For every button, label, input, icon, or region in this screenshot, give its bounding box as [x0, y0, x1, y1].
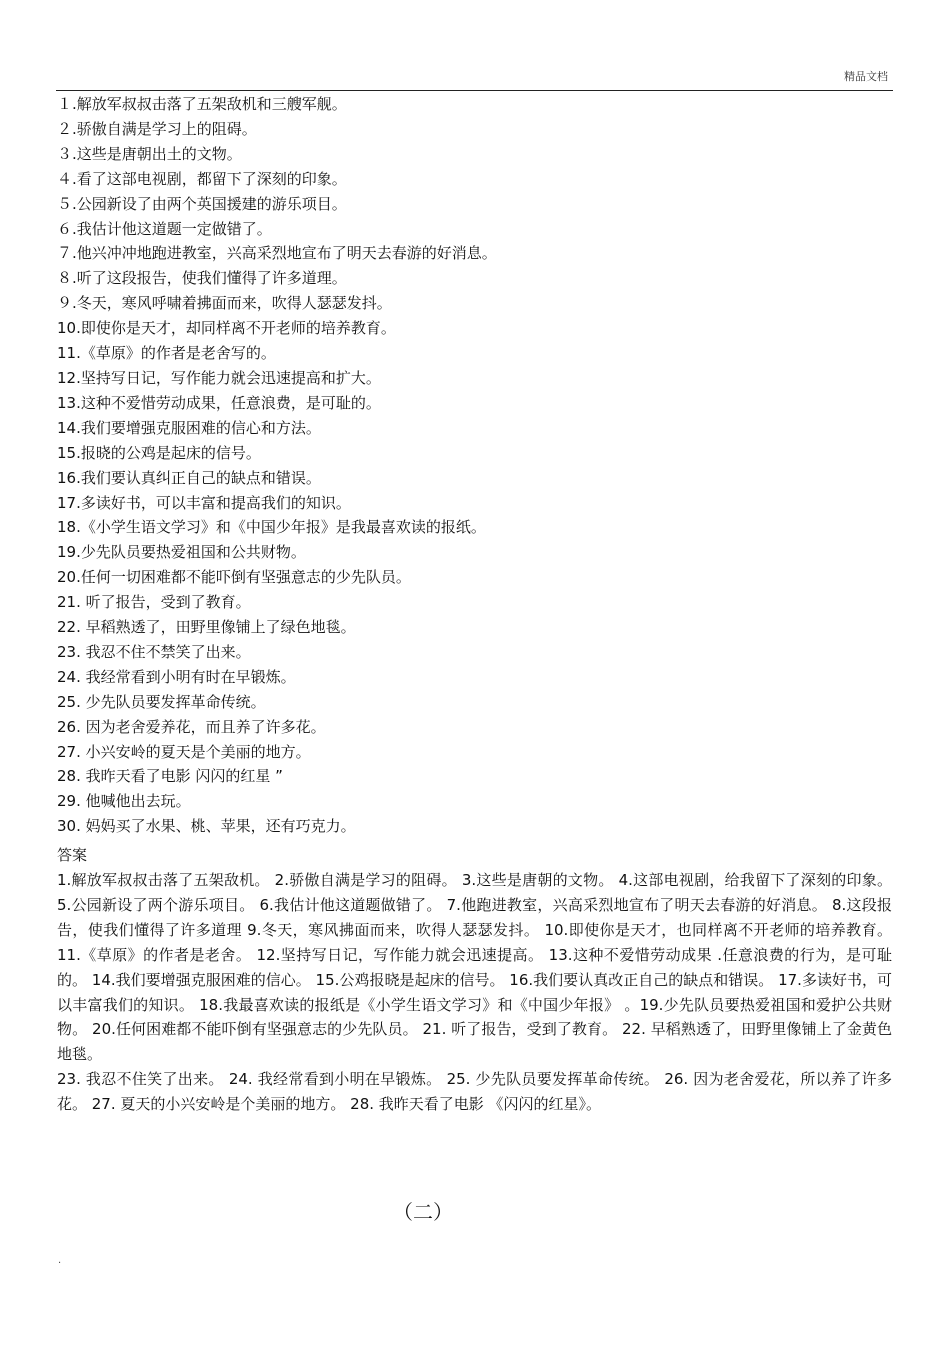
- answers-paragraph: 23. 我忍不住笑了出来。 24. 我经常看到小明在早锻炼。 25. 少先队员要发挥革命传统。 26. 因为老舍爱花，所以养了许多花。 27. 夏天的小兴安岭是个美丽的地方。 28. 我昨天看了电影 《闪闪的红星》。: [57, 1070, 892, 1114]
- sentence-item: ２.骄傲自满是学习上的阻碍。: [57, 119, 257, 138]
- sentence-item: 11.《草原》的作者是老舍写的。: [57, 344, 276, 363]
- section-heading: （二）: [393, 1200, 453, 1224]
- header-label: 精品文档: [844, 70, 888, 83]
- sentence-item: 18.《小学生语文学习》和《中国少年报》是我最喜欢读的报纸。: [57, 518, 486, 537]
- sentence-item: ７.他兴冲冲地跑进教室，兴高采烈地宣布了明天去春游的好消息。: [57, 244, 497, 263]
- sentence-item: 25. 少先队员要发挥革命传统。: [57, 692, 266, 711]
- sentence-item: ３.这些是唐朝出土的文物。: [57, 144, 242, 163]
- footer-dot: .: [58, 1255, 62, 1266]
- header-rule: [56, 90, 893, 91]
- answers-paragraph: 1.解放军叔叔击落了五架敌机。 2.骄傲自满是学习的阻碍。 3.这些是唐朝的文物。 4.这部电视剧，给我留下了深刻的印象。 5.公园新设了两个游乐项目。 6.我估计他这道题做错了。 7.他跑进教室，兴高采烈地宣布了明天去春游的好消息。 8.这段报告，使我们懂得了许多道理 9.冬天，寒风拂面而来，吹得人瑟瑟发抖。 10.即使你是天才，也同样离不开老师的培养教育。 11.《草原》的作者是老舍。 12.坚持写日记，写作能力就会迅速提高。 13.这种不爱惜劳动成果 .任意浪费的行为，是可耻的。 14.我们要增强克服困难的信心。 15.公鸡报晓是起床的信号。 16.我们要认真改正自己的缺点和错误。 17.多读好书，可以丰富我们的知识。 18.我最喜欢读的报纸是《小学生语文学习》和《中国少年报》 。19.少先队员要热爱祖国和爱护公共财物。 20.任何困难都不能吓倒有坚强意志的少先队员。 21. 听了报告，受到了教育。 22. 早稻熟透了，田野里像铺上了金黄色地毯。: [57, 871, 892, 1064]
- sentence-item: ９.冬天，寒风呼啸着拂面而来，吹得人瑟瑟发抖。: [57, 294, 392, 313]
- sentence-item: ５.公园新设了由两个英国援建的游乐项目。: [57, 194, 347, 213]
- sentence-item: 26. 因为老舍爱养花，而且养了许多花。: [57, 717, 326, 736]
- answers-title: 答案: [57, 846, 88, 864]
- sentence-item: ４.看了这部电视剧，都留下了深刻的印象。: [57, 169, 347, 188]
- sentence-item: 13.这种不爱惜劳动成果，任意浪费，是可耻的。: [57, 393, 381, 412]
- sentence-item: 22. 早稻熟透了，田野里像铺上了绿色地毯。: [57, 618, 356, 637]
- sentence-item: １.解放军叔叔击落了五架敌机和三艘军舰。: [57, 95, 347, 113]
- sentence-item: 24. 我经常看到小明有时在早锻炼。: [57, 667, 296, 686]
- sentence-item: 17.多读好书，可以丰富和提高我们的知识。: [57, 493, 351, 512]
- sentence-item: 10.即使你是天才，却同样离不开老师的培养教育。: [57, 319, 396, 338]
- sentence-item: 15.报晓的公鸡是起床的信号。: [57, 443, 261, 462]
- sentence-item: 12.坚持写日记，写作能力就会迅速提高和扩大。: [57, 368, 381, 387]
- sentence-item: 29. 他喊他出去玩。: [57, 792, 191, 811]
- sentence-item: 14.我们要增强克服困难的信心和方法。: [57, 418, 321, 437]
- sentence-item: 19.少先队员要热爱祖国和公共财物。: [57, 543, 306, 562]
- sentence-item: 16.我们要认真纠正自己的缺点和错误。: [57, 468, 321, 487]
- sentence-item: 30. 妈妈买了水果、桃、苹果，还有巧克力。: [57, 817, 356, 836]
- sentence-item: ６.我估计他这道题一定做错了。: [57, 219, 272, 238]
- sentence-list: [57, 92, 893, 839]
- sentence-item: 28. 我昨天看了电影 闪闪的红星 ”: [57, 767, 283, 786]
- sentence-item: 21. 听了报告，受到了教育。: [57, 593, 251, 612]
- sentence-item: 23. 我忍不住不禁笑了出来。: [57, 642, 251, 661]
- sentence-item: ８.听了这段报告，使我们懂得了许多道理。: [57, 269, 347, 288]
- sentence-item: 27. 小兴安岭的夏天是个美丽的地方。: [57, 742, 311, 761]
- answers-block: [57, 868, 892, 1117]
- sentence-item: 20.任何一切困难都不能吓倒有坚强意志的少先队员。: [57, 568, 411, 587]
